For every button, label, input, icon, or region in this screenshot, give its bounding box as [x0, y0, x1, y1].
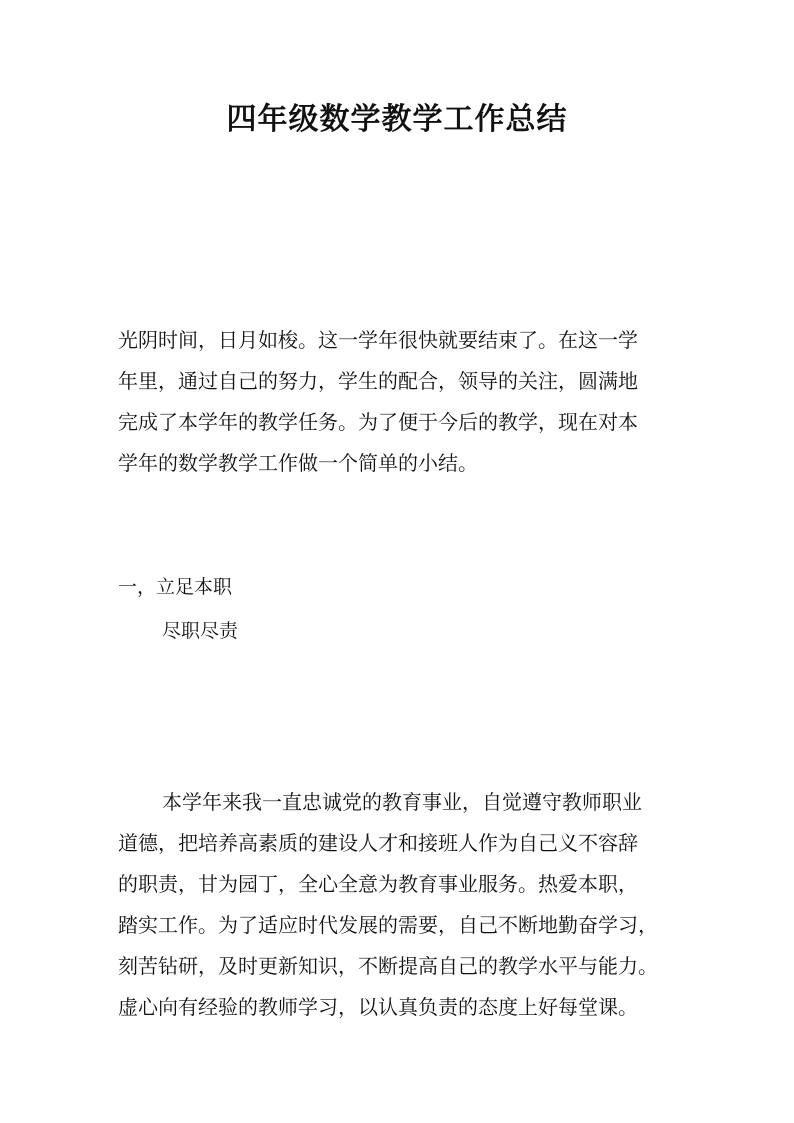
body-line: 的职责，甘为园丁，全心全意为教育事业服务。热爱本职， [118, 872, 638, 896]
body-line: 道德，把培养高素质的建设人才和接班人作为自己义不容辞 [118, 831, 638, 855]
intro-line: 学年的数学教学工作做一个简单的小结。 [118, 451, 478, 475]
intro-paragraph [118, 320, 688, 484]
section-heading: 一，立足本职 [118, 576, 233, 598]
body-paragraph [118, 782, 688, 1028]
body-line: 本学年来我一直忠诚党的教育事业，自觉遵守教师职业 [162, 790, 642, 814]
section-subheading: 尽职尽责 [162, 620, 239, 642]
intro-line: 光阴时间，日月如梭。这一学年很快就要结束了。在这一学 [118, 328, 638, 352]
document-title: 四年级数学教学工作总结 [226, 102, 568, 137]
intro-line: 完成了本学年的教学任务。为了便于今后的教学，现在对本 [118, 410, 638, 434]
intro-line: 年里，通过自己的努力，学生的配合，领导的关注，圆满地 [118, 369, 638, 393]
body-line: 踏实工作。为了适应时代发展的需要，自己不断地勤奋学习， [118, 913, 658, 937]
body-line: 虚心向有经验的教师学习，以认真负责的态度上好每堂课。 [118, 995, 638, 1019]
body-line: 刻苦钻研，及时更新知识，不断提高自己的教学水平与能力。 [118, 954, 658, 978]
